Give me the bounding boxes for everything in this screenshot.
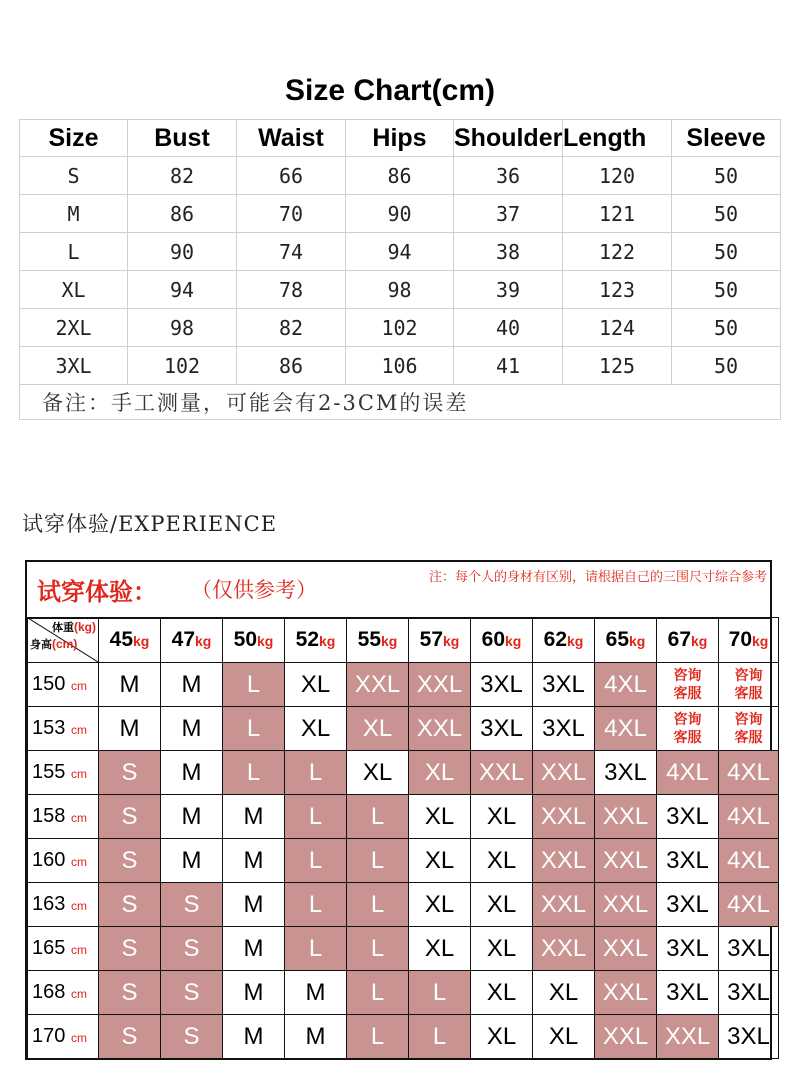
weight-value: 47 (171, 628, 195, 651)
weight-header (471, 618, 533, 663)
fitting-experience-note: 注：每个人的身材有区别，请根据自己的三围尺寸综合参考 (429, 570, 768, 585)
size-recommendation-cell: M (161, 707, 223, 751)
size-cell: 38 (454, 233, 563, 271)
size-recommendation-cell: XXL (595, 839, 657, 883)
weight-value: 55 (357, 628, 381, 651)
size-recommendation-cell: XL (533, 1015, 595, 1059)
header-waist: Waist (237, 120, 346, 157)
height-header (28, 883, 99, 927)
height-value: 155 (32, 761, 71, 783)
size-recommendation-cell: 3XL (471, 663, 533, 707)
corner-weight-unit: (kg) (74, 620, 96, 634)
weight-value: 45 (109, 628, 133, 651)
size-cell: 36 (454, 157, 563, 195)
height-header (28, 707, 99, 751)
size-cell: 120 (563, 157, 672, 195)
height-value: 163 (32, 893, 71, 915)
height-unit: cm (70, 1031, 87, 1045)
weight-header-row (28, 618, 779, 663)
header-size: Size (20, 120, 128, 157)
weight-value: 65 (605, 628, 629, 651)
size-row (20, 195, 781, 233)
weight-value: 52 (295, 628, 319, 651)
contact-service-cell: 咨询 客服 (719, 663, 779, 707)
height-unit: cm (70, 855, 87, 869)
size-chart-header-row (20, 120, 781, 157)
size-cell: 3XL (20, 347, 128, 385)
size-cell: XL (20, 271, 128, 309)
size-recommendation-cell: S (99, 795, 161, 839)
size-cell: 82 (237, 309, 346, 347)
size-recommendation-cell: L (285, 927, 347, 971)
size-cell: 50 (672, 233, 781, 271)
size-note-row (20, 385, 781, 420)
size-recommendation-cell: XXL (533, 839, 595, 883)
contact-service-cell: 咨询 客服 (657, 707, 719, 751)
header-hips: Hips (346, 120, 454, 157)
height-value: 158 (32, 805, 71, 827)
weight-unit: kg (629, 633, 646, 649)
height-header (28, 751, 99, 795)
size-recommendation-cell: XXL (409, 707, 471, 751)
size-recommendation-cell: S (99, 927, 161, 971)
height-unit: cm (70, 987, 87, 1001)
size-recommendation-cell: XXL (595, 795, 657, 839)
size-cell: 66 (237, 157, 346, 195)
size-recommendation-cell: M (99, 663, 161, 707)
size-cell: M (20, 195, 128, 233)
weight-header (719, 618, 779, 663)
size-recommendation-cell: L (285, 795, 347, 839)
height-header (28, 795, 99, 839)
size-recommendation-cell: 3XL (595, 751, 657, 795)
size-cell: 82 (128, 157, 237, 195)
height-row (28, 927, 779, 971)
size-recommendation-cell: L (347, 1015, 409, 1059)
size-recommendation-cell: XXL (595, 927, 657, 971)
weight-header (347, 618, 409, 663)
size-recommendation-cell: M (223, 839, 285, 883)
size-chart-body (20, 157, 781, 420)
weight-value: 60 (481, 628, 505, 651)
size-recommendation-cell: 4XL (595, 663, 657, 707)
height-row (28, 1015, 779, 1059)
size-recommendation-cell: XXL (409, 663, 471, 707)
size-cell: 37 (454, 195, 563, 233)
size-recommendation-cell: L (347, 971, 409, 1015)
size-recommendation-cell: XXL (533, 751, 595, 795)
weight-header (99, 618, 161, 663)
weight-header (285, 618, 347, 663)
height-value: 165 (32, 937, 71, 959)
size-recommendation-cell: S (99, 971, 161, 1015)
size-recommendation-cell: XL (471, 883, 533, 927)
height-row (28, 751, 779, 795)
size-note: 备注：手工测量，可能会有2-3CM的误差 (20, 385, 781, 420)
corner-weight-label (52, 619, 96, 635)
size-cell: 123 (563, 271, 672, 309)
weight-unit: kg (691, 633, 708, 649)
size-recommendation-cell: M (285, 1015, 347, 1059)
size-recommendation-cell: XL (471, 927, 533, 971)
size-recommendation-cell: L (347, 883, 409, 927)
size-row (20, 309, 781, 347)
size-recommendation-cell: XL (285, 663, 347, 707)
size-recommendation-cell: XXL (595, 883, 657, 927)
size-recommendation-cell: L (347, 839, 409, 883)
size-cell: 94 (128, 271, 237, 309)
size-cell: 40 (454, 309, 563, 347)
fitting-experience-header (27, 562, 770, 619)
height-header (28, 663, 99, 707)
size-recommendation-cell: 3XL (471, 707, 533, 751)
size-row (20, 347, 781, 385)
size-recommendation-cell: XL (409, 751, 471, 795)
height-header (28, 927, 99, 971)
size-recommendation-cell: 3XL (533, 707, 595, 751)
table-corner (28, 618, 99, 663)
fitting-experience-body (28, 618, 779, 1059)
header-bust: Bust (128, 120, 237, 157)
size-cell: 90 (346, 195, 454, 233)
size-recommendation-cell: S (161, 927, 223, 971)
size-recommendation-cell: 4XL (719, 839, 779, 883)
size-recommendation-cell: XXL (657, 1015, 719, 1059)
height-header (28, 1015, 99, 1059)
size-recommendation-cell: M (223, 883, 285, 927)
size-recommendation-cell: XL (471, 839, 533, 883)
height-value: 170 (32, 1025, 71, 1047)
size-cell: 90 (128, 233, 237, 271)
weight-header (595, 618, 657, 663)
size-cell: 125 (563, 347, 672, 385)
size-recommendation-cell: XXL (533, 883, 595, 927)
size-recommendation-cell: XL (471, 795, 533, 839)
size-recommendation-cell: XXL (347, 663, 409, 707)
size-recommendation-cell: 3XL (657, 927, 719, 971)
size-recommendation-cell: XXL (471, 751, 533, 795)
size-recommendation-cell: M (223, 1015, 285, 1059)
size-recommendation-cell: XXL (595, 971, 657, 1015)
height-header (28, 971, 99, 1015)
size-cell: 121 (563, 195, 672, 233)
size-recommendation-cell: L (409, 1015, 471, 1059)
size-cell: 2XL (20, 309, 128, 347)
contact-service-cell: 咨询 客服 (719, 707, 779, 751)
size-row (20, 233, 781, 271)
corner-height-text: 身高 (30, 639, 52, 651)
size-cell: 122 (563, 233, 672, 271)
size-recommendation-cell: XL (471, 1015, 533, 1059)
size-recommendation-cell: S (99, 883, 161, 927)
weight-header (409, 618, 471, 663)
size-row (20, 157, 781, 195)
size-cell: 50 (672, 309, 781, 347)
weight-unit: kg (319, 633, 336, 649)
size-recommendation-cell: XL (347, 751, 409, 795)
weight-unit: kg (381, 633, 398, 649)
size-cell: 39 (454, 271, 563, 309)
weight-header (657, 618, 719, 663)
size-recommendation-cell: 3XL (657, 839, 719, 883)
size-cell: 94 (346, 233, 454, 271)
weight-unit: kg (443, 633, 460, 649)
size-recommendation-cell: L (285, 839, 347, 883)
height-row (28, 839, 779, 883)
weight-unit: kg (257, 633, 274, 649)
size-recommendation-cell: L (409, 971, 471, 1015)
size-recommendation-cell: S (161, 971, 223, 1015)
size-cell: 50 (672, 271, 781, 309)
header-shoulder: Shoulder (454, 120, 563, 157)
size-recommendation-cell: M (99, 707, 161, 751)
height-value: 150 (32, 673, 71, 695)
size-recommendation-cell: XXL (595, 1015, 657, 1059)
size-recommendation-cell: S (161, 1015, 223, 1059)
size-recommendation-cell: M (161, 795, 223, 839)
weight-header (161, 618, 223, 663)
size-cell: 98 (346, 271, 454, 309)
size-recommendation-cell: 3XL (657, 883, 719, 927)
height-row (28, 795, 779, 839)
height-unit: cm (70, 767, 87, 781)
size-recommendation-cell: XL (285, 707, 347, 751)
size-cell: 124 (563, 309, 672, 347)
size-recommendation-cell: L (223, 707, 285, 751)
size-cell: 41 (454, 347, 563, 385)
size-chart-table (19, 119, 781, 420)
size-recommendation-cell: XL (533, 971, 595, 1015)
size-recommendation-cell: XXL (533, 795, 595, 839)
weight-value: 67 (667, 628, 691, 651)
size-cell: 98 (128, 309, 237, 347)
height-unit: cm (70, 943, 87, 957)
weight-unit: kg (505, 633, 522, 649)
height-value: 160 (32, 849, 71, 871)
size-cell: 50 (672, 195, 781, 233)
size-recommendation-cell: M (161, 839, 223, 883)
weight-header (533, 618, 595, 663)
height-header (28, 839, 99, 883)
corner-weight-text: 体重 (52, 622, 74, 634)
size-recommendation-cell: S (99, 839, 161, 883)
size-cell: L (20, 233, 128, 271)
weight-unit: kg (195, 633, 212, 649)
height-unit: cm (70, 811, 87, 825)
height-row (28, 707, 779, 751)
size-cell: 74 (237, 233, 346, 271)
size-cell: 50 (672, 347, 781, 385)
corner-height-label (30, 636, 77, 652)
height-row (28, 971, 779, 1015)
contact-service-cell: 咨询 客服 (657, 663, 719, 707)
header-sleeve: Sleeve (672, 120, 781, 157)
height-value: 153 (32, 717, 71, 739)
fitting-experience-table (27, 617, 779, 1059)
size-recommendation-cell: 4XL (719, 751, 779, 795)
size-recommendation-cell: XL (347, 707, 409, 751)
experience-heading: 试穿体验/EXPERIENCE (22, 512, 278, 536)
size-recommendation-cell: M (161, 663, 223, 707)
height-unit: cm (70, 899, 87, 913)
size-recommendation-cell: L (347, 927, 409, 971)
size-cell: 78 (237, 271, 346, 309)
fitting-experience-subtitle: （仅供参考） (191, 578, 317, 602)
size-row (20, 271, 781, 309)
size-recommendation-cell: S (99, 1015, 161, 1059)
size-recommendation-cell: L (285, 751, 347, 795)
size-cell: S (20, 157, 128, 195)
size-cell: 86 (128, 195, 237, 233)
size-recommendation-cell: XL (409, 839, 471, 883)
size-recommendation-cell: XL (409, 795, 471, 839)
size-chart-title: Size Chart(cm) (284, 74, 496, 107)
size-recommendation-cell: L (223, 663, 285, 707)
size-cell: 102 (128, 347, 237, 385)
size-recommendation-cell: 4XL (595, 707, 657, 751)
size-recommendation-cell: M (161, 751, 223, 795)
size-recommendation-cell: XL (471, 971, 533, 1015)
size-cell: 102 (346, 309, 454, 347)
size-recommendation-cell: S (161, 883, 223, 927)
height-row (28, 883, 779, 927)
size-recommendation-cell: M (285, 971, 347, 1015)
size-recommendation-cell: 3XL (657, 971, 719, 1015)
size-recommendation-cell: M (223, 927, 285, 971)
size-recommendation-cell: XL (409, 883, 471, 927)
weight-value: 70 (728, 628, 752, 651)
weight-value: 62 (543, 628, 567, 651)
size-recommendation-cell: 3XL (719, 927, 779, 971)
size-recommendation-cell: L (285, 883, 347, 927)
size-recommendation-cell: 3XL (719, 1015, 779, 1059)
weight-unit: kg (752, 633, 769, 649)
fitting-experience-title: 试穿体验： (37, 578, 157, 606)
size-cell: 106 (346, 347, 454, 385)
size-recommendation-cell: L (347, 795, 409, 839)
size-recommendation-cell: S (99, 751, 161, 795)
weight-header (223, 618, 285, 663)
size-cell: 86 (346, 157, 454, 195)
size-recommendation-cell: 4XL (719, 795, 779, 839)
height-unit: cm (70, 679, 87, 693)
weight-value: 50 (233, 628, 257, 651)
size-recommendation-cell: XL (409, 927, 471, 971)
size-recommendation-cell: M (223, 795, 285, 839)
size-recommendation-cell: XXL (533, 927, 595, 971)
weight-unit: kg (567, 633, 584, 649)
size-recommendation-cell: 3XL (657, 795, 719, 839)
size-recommendation-cell: M (223, 971, 285, 1015)
size-cell: 70 (237, 195, 346, 233)
height-unit: cm (70, 723, 87, 737)
height-row (28, 663, 779, 707)
size-recommendation-cell: 4XL (719, 883, 779, 927)
corner-height-unit: (cm) (52, 637, 78, 651)
header-length: Length (563, 120, 672, 157)
fitting-experience-panel (25, 560, 772, 1060)
size-recommendation-cell: 3XL (533, 663, 595, 707)
size-cell: 86 (237, 347, 346, 385)
weight-value: 57 (419, 628, 443, 651)
height-value: 168 (32, 981, 71, 1003)
size-recommendation-cell: L (223, 751, 285, 795)
size-recommendation-cell: 4XL (657, 751, 719, 795)
size-cell: 50 (672, 157, 781, 195)
weight-unit: kg (133, 633, 150, 649)
size-recommendation-cell: 3XL (719, 971, 779, 1015)
